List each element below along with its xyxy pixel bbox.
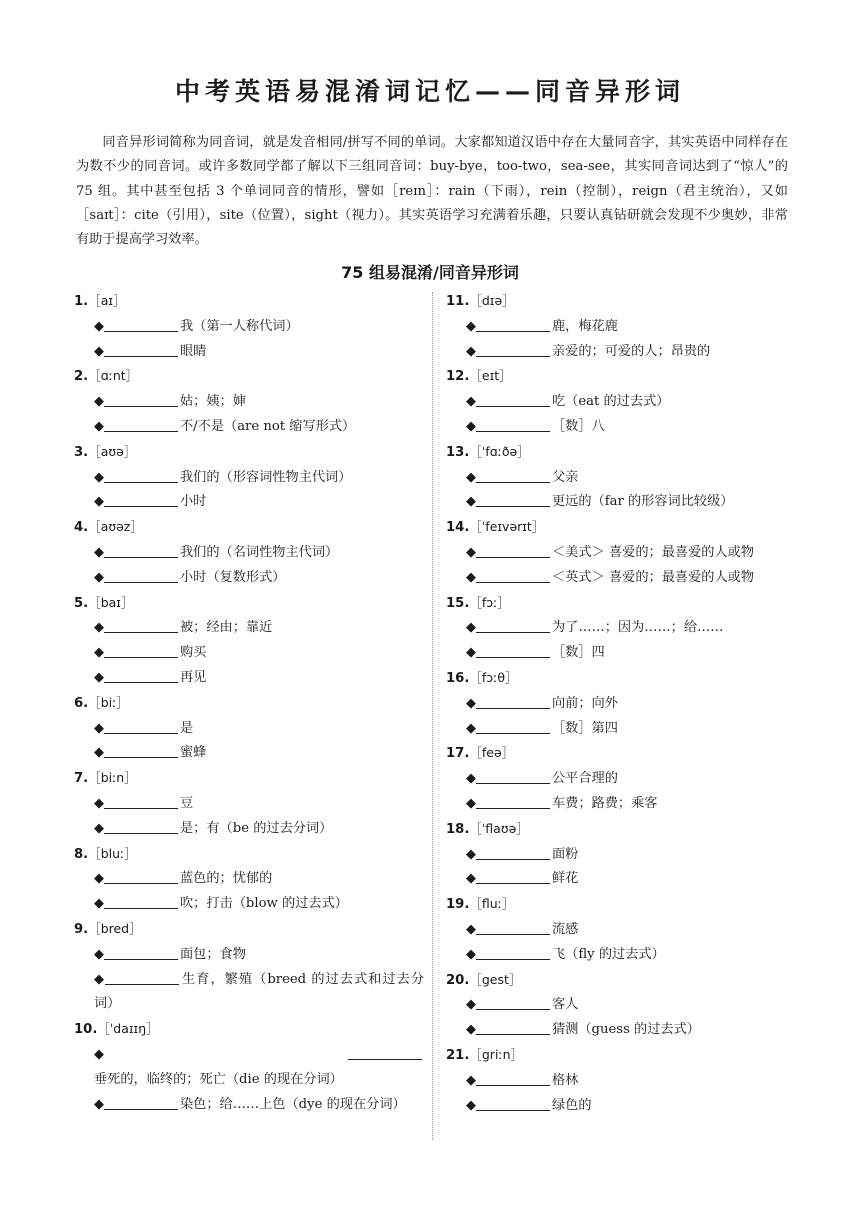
word-group <box>74 1017 424 1117</box>
fill-in-item <box>74 717 424 742</box>
answer-blank[interactable] <box>104 342 178 357</box>
word-meaning: 再见 <box>180 669 207 685</box>
group-number: 21. <box>446 1047 470 1063</box>
word-meaning: ＜英式＞ 喜爱的；最喜爱的人或物 <box>552 569 755 585</box>
diamond-bullet-icon: ◆ <box>466 1072 476 1088</box>
answer-blank[interactable] <box>476 342 550 357</box>
word-group <box>74 515 424 590</box>
word-group <box>446 968 788 1043</box>
word-meaning: 吹；打击（blow 的过去式） <box>180 896 348 912</box>
diamond-bullet-icon: ◆ <box>94 669 104 685</box>
phonetic-transcription: ［ɑːnt］ <box>88 368 139 384</box>
fill-in-item <box>74 892 424 917</box>
group-number: 16. <box>446 670 470 686</box>
phonetic-transcription: ［biːn］ <box>88 770 137 786</box>
answer-blank[interactable] <box>476 719 550 734</box>
phonetic-transcription: ［ˈfɑːðə］ <box>469 443 530 459</box>
word-meaning: 被；经由；靠近 <box>180 620 273 636</box>
group-header <box>446 968 788 994</box>
diamond-bullet-icon: ◆ <box>94 494 104 510</box>
phonetic-transcription: ［aʊəz］ <box>88 519 143 535</box>
diamond-bullet-icon: ◆ <box>466 418 476 434</box>
diamond-bullet-icon: ◆ <box>94 795 104 811</box>
diamond-bullet-icon: ◆ <box>94 946 104 962</box>
word-group <box>74 591 424 691</box>
column-divider <box>432 292 433 1140</box>
answer-blank[interactable] <box>104 819 178 834</box>
group-number: 10. <box>74 1022 98 1038</box>
answer-blank[interactable] <box>476 317 550 332</box>
diamond-bullet-icon: ◆ <box>466 343 476 359</box>
page-title: 中考英语易混淆词记忆——同音异形词 <box>174 77 685 106</box>
group-header <box>74 917 424 943</box>
word-meaning: 我们的（名词性物主代词） <box>180 544 339 560</box>
group-number: 1. <box>74 294 89 309</box>
answer-blank[interactable] <box>476 995 550 1010</box>
answer-blank[interactable] <box>476 543 550 558</box>
fill-in-item <box>74 340 424 365</box>
group-number: 12. <box>446 369 470 385</box>
fill-in-item <box>74 641 424 666</box>
diamond-bullet-icon: ◆ <box>94 469 104 485</box>
answer-blank[interactable] <box>104 894 178 909</box>
group-number: 3. <box>74 444 89 460</box>
diamond-bullet-icon: ◆ <box>466 771 476 787</box>
diamond-bullet-icon: ◆ <box>466 394 476 410</box>
fill-in-item <box>446 792 788 817</box>
word-group <box>446 741 788 816</box>
word-meaning: 我们的（形容词性物主代词） <box>180 469 352 485</box>
answer-blank[interactable] <box>348 1045 422 1060</box>
group-header <box>74 691 424 717</box>
word-group <box>74 440 424 515</box>
word-group <box>446 591 788 666</box>
word-meaning: 染色；给……上色（dye 的现在分词） <box>180 1096 406 1112</box>
fill-in-item <box>446 1069 788 1094</box>
word-meaning: ［数］第四 <box>552 720 618 736</box>
fill-in-item <box>74 415 424 440</box>
phonetic-transcription: ［ˈfeɪvərɪt］ <box>469 519 545 535</box>
diamond-bullet-icon: ◆ <box>466 620 476 636</box>
right-column <box>446 289 788 1118</box>
answer-blank[interactable] <box>104 794 178 809</box>
phonetic-transcription: ［fɔːθ］ <box>469 669 518 685</box>
fill-in-item <box>446 415 788 440</box>
answer-blank[interactable] <box>476 568 550 583</box>
diamond-bullet-icon: ◆ <box>94 871 104 887</box>
diamond-bullet-icon: ◆ <box>466 695 476 711</box>
diamond-bullet-icon: ◆ <box>94 820 104 836</box>
word-meaning: 鹿，梅花鹿 <box>552 318 618 334</box>
answer-blank[interactable] <box>476 1096 550 1111</box>
answer-blank[interactable] <box>105 970 179 985</box>
fill-in-item <box>446 616 788 641</box>
word-group <box>446 1043 788 1118</box>
word-meaning: 蓝色的；忧郁的 <box>180 871 273 887</box>
fill-in-item <box>74 943 424 968</box>
answer-blank[interactable] <box>476 417 550 432</box>
answer-blank[interactable] <box>476 694 550 709</box>
phonetic-transcription: ［fluː］ <box>469 896 515 912</box>
word-meaning: 蜜蜂 <box>180 745 207 761</box>
diamond-bullet-icon: ◆ <box>466 795 476 811</box>
diamond-bullet-icon: ◆ <box>466 569 476 585</box>
word-meaning: 为了……；因为……；给…… <box>552 620 724 636</box>
diamond-bullet-icon: ◆ <box>466 997 476 1013</box>
word-group <box>446 289 788 364</box>
fill-in-item <box>446 943 788 968</box>
group-header <box>446 1043 788 1069</box>
diamond-bullet-icon: ◆ <box>466 946 476 962</box>
word-meaning: ＜美式＞ 喜爱的；最喜爱的人或物 <box>552 544 755 560</box>
fill-in-item <box>446 1018 788 1043</box>
word-group <box>446 364 788 439</box>
group-header <box>446 666 788 692</box>
group-number: 8. <box>74 846 89 862</box>
fill-in-item <box>74 666 424 691</box>
group-number: 20. <box>446 972 470 988</box>
phonetic-transcription: ［bluː］ <box>88 845 137 861</box>
answer-blank[interactable] <box>104 568 178 583</box>
group-header <box>74 1017 424 1043</box>
group-header <box>446 892 788 918</box>
group-header <box>446 591 788 617</box>
fill-in-item <box>446 918 788 943</box>
word-group <box>446 892 788 967</box>
word-meaning: 是 <box>180 720 194 736</box>
word-meaning: 客人 <box>552 997 579 1013</box>
answer-blank[interactable] <box>476 468 550 483</box>
diamond-bullet-icon: ◆ <box>94 620 104 636</box>
diamond-bullet-icon: ◆ <box>94 720 104 736</box>
answer-blank[interactable] <box>104 719 178 734</box>
diamond-bullet-icon: ◆ <box>466 645 476 661</box>
diamond-bullet-icon: ◆ <box>466 544 476 560</box>
intro-paragraph: 同音异形词简称为同音词，就是发音相同/拼写不同的单词。大家都知道汉语中存在大量同音字，其实英语中同样存在为数不少的同音词。或许多数同学都了解以下三组同音词：buy-bye，too-two，sea-see，其实同音词达到了“惊人”的 75 组。其中甚至包括 3 个单词同音的情形，譬如［reɪn］：rain（下雨），rein（控制），reign（君主统治），又如［saɪt］：cite（引用），site（位置），sight（视力）。其实英语学习充满着乐趣，只要认真钻研就会发现不少奥妙，非常有助于提高学习效率。 <box>76 135 788 248</box>
fill-in-item <box>74 1043 424 1093</box>
fill-in-item <box>74 566 424 591</box>
fill-in-item <box>74 741 424 766</box>
word-group <box>74 766 424 841</box>
group-number: 7. <box>74 771 89 787</box>
phonetic-transcription: ［fɔː］ <box>469 594 510 610</box>
fill-in-item <box>74 817 424 842</box>
fill-in-item <box>446 466 788 491</box>
diamond-bullet-icon: ◆ <box>94 1046 348 1062</box>
group-header <box>446 741 788 767</box>
group-number: 15. <box>446 595 470 611</box>
word-meaning: 鲜花 <box>552 871 579 887</box>
fill-in-item <box>446 767 788 792</box>
answer-blank[interactable] <box>476 945 550 960</box>
fill-in-item <box>74 968 424 1018</box>
group-header <box>446 515 788 541</box>
answer-blank[interactable] <box>476 392 550 407</box>
group-number: 17. <box>446 746 470 762</box>
word-group <box>74 289 424 364</box>
group-header <box>74 289 424 315</box>
diamond-bullet-icon: ◆ <box>94 645 104 661</box>
word-meaning: 姑；姨；婶 <box>180 394 246 410</box>
answer-blank[interactable] <box>104 869 178 884</box>
diamond-bullet-icon: ◆ <box>466 1022 476 1038</box>
fill-in-item <box>74 390 424 415</box>
group-header <box>446 289 788 315</box>
group-number: 4. <box>74 520 89 536</box>
diamond-bullet-icon: ◆ <box>466 871 476 887</box>
group-number: 19. <box>446 897 470 913</box>
fill-in-item <box>74 541 424 566</box>
diamond-bullet-icon: ◆ <box>94 318 104 334</box>
group-number: 11. <box>446 294 470 309</box>
phonetic-transcription: ［gest］ <box>469 971 522 987</box>
fill-in-item <box>74 792 424 817</box>
group-number: 6. <box>74 695 89 711</box>
word-meaning: 是；有（be 的过去分词） <box>180 820 333 836</box>
fill-in-item <box>74 867 424 892</box>
word-group <box>74 691 424 766</box>
word-group <box>74 917 424 1017</box>
word-meaning: 眼睛 <box>180 343 207 359</box>
fill-in-item <box>446 1094 788 1119</box>
word-meaning: 垂死的，临终的；死亡（die 的现在分词） <box>94 1071 343 1087</box>
word-meaning: 购买 <box>180 645 207 661</box>
group-header <box>446 817 788 843</box>
diamond-bullet-icon: ◆ <box>466 318 476 334</box>
answer-blank[interactable] <box>104 317 178 332</box>
group-header <box>74 515 424 541</box>
phonetic-transcription: ［aʊə］ <box>88 443 137 459</box>
answer-blank[interactable] <box>104 1095 178 1110</box>
fill-in-item <box>446 641 788 666</box>
fill-in-item <box>446 315 788 340</box>
word-meaning: 豆 <box>180 795 194 811</box>
word-meaning: 向前；向外 <box>552 695 618 711</box>
answer-blank[interactable] <box>104 945 178 960</box>
word-meaning: 父亲 <box>552 469 579 485</box>
group-header <box>74 842 424 868</box>
group-header <box>74 440 424 466</box>
answer-blank[interactable] <box>104 668 178 683</box>
fill-in-item <box>446 490 788 515</box>
phonetic-transcription: ［griːn］ <box>469 1046 524 1062</box>
word-meaning: 格林 <box>552 1072 579 1088</box>
word-meaning: 车费；路费；乘客 <box>552 795 658 811</box>
diamond-bullet-icon: ◆ <box>466 1097 476 1113</box>
answer-blank[interactable] <box>476 869 550 884</box>
group-number: 14. <box>446 520 470 536</box>
phonetic-transcription: ［feə］ <box>469 745 515 761</box>
fill-in-item <box>74 490 424 515</box>
word-meaning: 生育，繁殖（breed 的过去式和过去分词） <box>94 971 424 1012</box>
diamond-bullet-icon: ◆ <box>94 569 104 585</box>
answer-blank[interactable] <box>476 643 550 658</box>
group-number: 9. <box>74 921 89 937</box>
left-column <box>74 289 424 1117</box>
word-meaning: 公平合理的 <box>552 771 618 787</box>
fill-in-item <box>446 993 788 1018</box>
diamond-bullet-icon: ◆ <box>94 394 104 410</box>
word-meaning: 猜测（guess 的过去式） <box>552 1022 700 1038</box>
word-meaning: 更远的（far 的形容词比较级） <box>552 494 734 510</box>
answer-blank[interactable] <box>104 417 178 432</box>
group-header <box>74 766 424 792</box>
fill-in-item <box>446 843 788 868</box>
diamond-bullet-icon: ◆ <box>466 921 476 937</box>
phonetic-transcription: ［dɪə］ <box>469 293 515 308</box>
answer-blank[interactable] <box>476 794 550 809</box>
answer-blank[interactable] <box>104 392 178 407</box>
word-group <box>446 515 788 590</box>
word-meaning: ［数］四 <box>552 645 605 661</box>
fill-in-item <box>446 340 788 365</box>
answer-blank[interactable] <box>476 845 550 860</box>
answer-blank[interactable] <box>476 769 550 784</box>
phonetic-transcription: ［bred］ <box>88 920 142 936</box>
word-meaning: 亲爱的；可爱的人；昂贵的 <box>552 343 711 359</box>
word-meaning: 小时 <box>180 494 207 510</box>
phonetic-transcription: ［baɪ］ <box>88 594 134 610</box>
phonetic-transcription: ［eɪt］ <box>469 368 512 384</box>
answer-blank[interactable] <box>104 543 178 558</box>
fill-in-item <box>446 867 788 892</box>
diamond-bullet-icon: ◆ <box>94 1096 104 1112</box>
word-group <box>446 666 788 741</box>
group-number: 13. <box>446 444 470 460</box>
diamond-bullet-icon: ◆ <box>94 896 104 912</box>
word-group <box>446 817 788 892</box>
group-number: 18. <box>446 821 470 837</box>
fill-in-item <box>74 1093 424 1118</box>
word-meaning: 流感 <box>552 921 579 937</box>
answer-blank[interactable] <box>476 920 550 935</box>
group-number: 5. <box>74 595 89 611</box>
answer-blank[interactable] <box>476 1020 550 1035</box>
fill-in-item <box>446 541 788 566</box>
diamond-bullet-icon: ◆ <box>94 418 104 434</box>
answer-blank[interactable] <box>104 492 178 507</box>
word-meaning: 不/不是（are not 缩写形式） <box>180 418 356 434</box>
fill-in-item <box>446 566 788 591</box>
fill-in-item <box>74 466 424 491</box>
fill-in-item <box>446 692 788 717</box>
phonetic-transcription: ［ˈflaʊə］ <box>469 820 529 836</box>
diamond-bullet-icon: ◆ <box>466 469 476 485</box>
word-meaning: 面粉 <box>552 846 579 862</box>
answer-blank[interactable] <box>104 743 178 758</box>
word-meaning: 面包；食物 <box>180 946 246 962</box>
answer-blank[interactable] <box>104 468 178 483</box>
group-header <box>446 440 788 466</box>
fill-in-item <box>446 717 788 742</box>
answer-blank[interactable] <box>104 643 178 658</box>
word-meaning: 我（第一人称代词） <box>180 318 299 334</box>
diamond-bullet-icon: ◆ <box>466 720 476 736</box>
phonetic-transcription: ［aɪ］ <box>88 293 126 308</box>
diamond-bullet-icon: ◆ <box>94 544 104 560</box>
group-header <box>446 364 788 390</box>
fill-in-item <box>74 315 424 340</box>
answer-blank[interactable] <box>476 618 550 633</box>
word-meaning: 小时（复数形式） <box>180 569 286 585</box>
word-meaning: 绿色的 <box>552 1097 592 1113</box>
phonetic-transcription: ［biː］ <box>88 694 129 710</box>
section-subtitle: 75 组易混淆/同音异形词 <box>341 263 519 282</box>
answer-blank[interactable] <box>476 1071 550 1086</box>
diamond-bullet-icon: ◆ <box>466 494 476 510</box>
diamond-bullet-icon: ◆ <box>94 343 104 359</box>
answer-blank[interactable] <box>104 618 178 633</box>
diamond-bullet-icon: ◆ <box>466 846 476 862</box>
word-meaning: 吃（eat 的过去式） <box>552 394 670 410</box>
word-group <box>446 440 788 515</box>
answer-blank[interactable] <box>476 492 550 507</box>
phonetic-transcription: ［ˈdaɪɪŋ］ <box>97 1021 159 1037</box>
fill-in-item <box>74 616 424 641</box>
word-group <box>74 364 424 439</box>
group-header <box>74 591 424 617</box>
word-group <box>74 842 424 917</box>
word-meaning: ［数］八 <box>552 418 605 434</box>
fill-in-item <box>446 390 788 415</box>
diamond-bullet-icon: ◆ <box>94 745 104 761</box>
group-number: 2. <box>74 369 89 385</box>
word-meaning: 飞（fly 的过去式） <box>552 946 665 962</box>
group-header <box>74 364 424 390</box>
diamond-bullet-icon: ◆ <box>94 971 106 987</box>
